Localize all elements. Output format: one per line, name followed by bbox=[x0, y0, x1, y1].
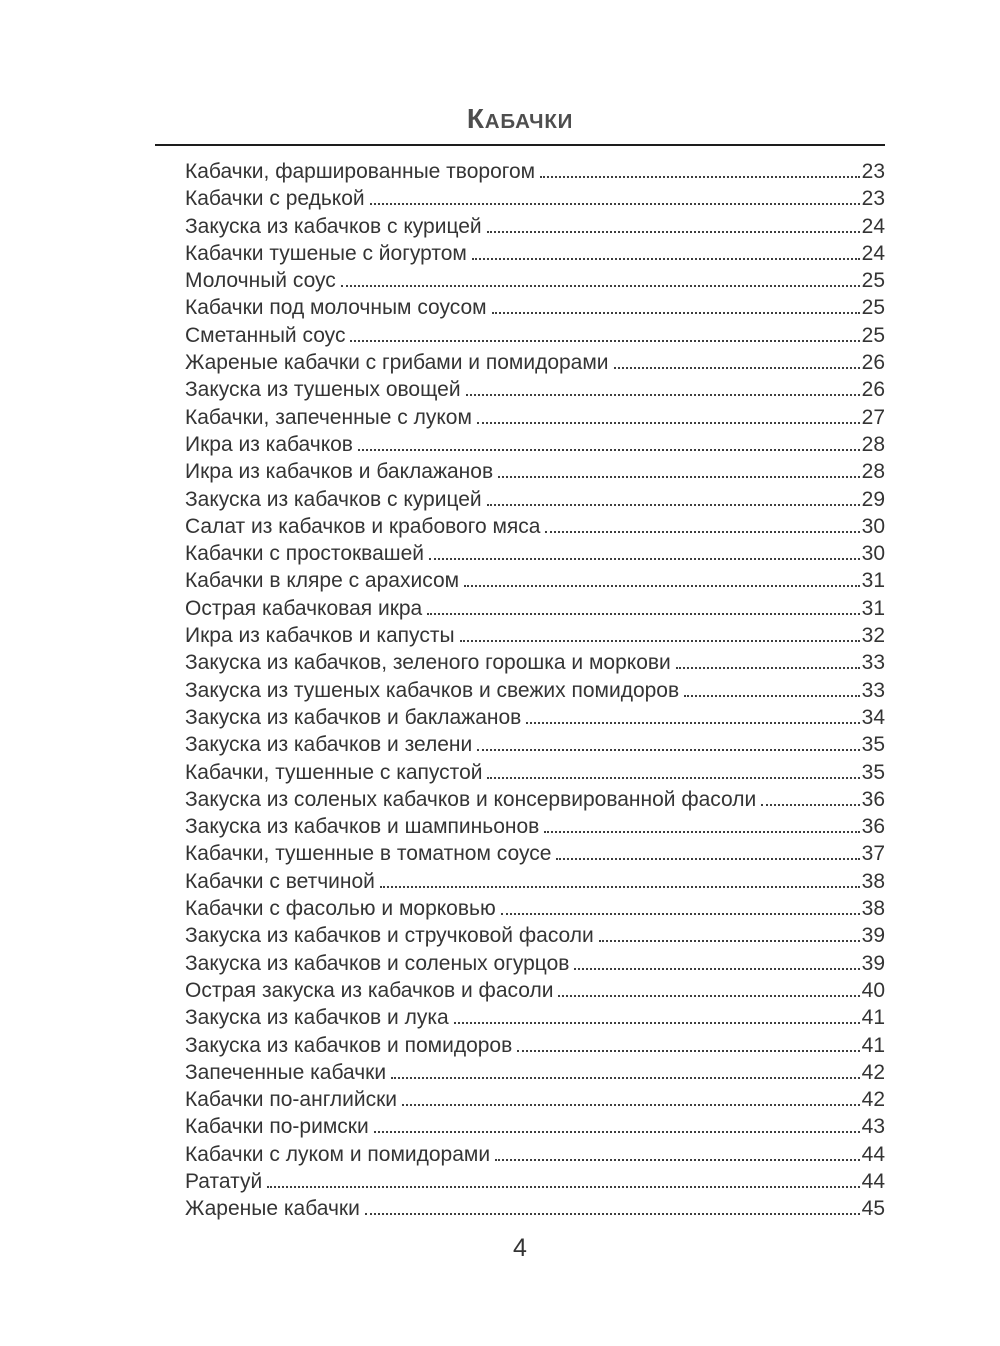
toc-entry-title: Острая кабачковая икра bbox=[185, 596, 423, 620]
toc-entry bbox=[185, 813, 885, 840]
toc-entry-page-number: 42 bbox=[861, 1060, 885, 1084]
toc-entry-page-number: 41 bbox=[861, 1033, 885, 1057]
toc-dot-leader bbox=[358, 449, 860, 451]
toc-entry bbox=[185, 950, 885, 977]
toc-entry-title: Кабачки по-английски bbox=[185, 1088, 398, 1112]
toc-dot-leader bbox=[684, 695, 859, 697]
toc-dot-leader bbox=[429, 558, 860, 560]
toc-entry bbox=[185, 213, 885, 240]
toc-entry-title: Кабачки, фаршированные творогом bbox=[185, 160, 536, 183]
toc-entry-page-number: 23 bbox=[861, 160, 885, 183]
toc-entry-page-number: 36 bbox=[861, 815, 885, 839]
toc-entry-title: Закуска из тушеных кабачков и свежих помидоров bbox=[185, 678, 680, 702]
toc-dot-leader bbox=[544, 831, 859, 833]
toc-entry-page-number: 23 bbox=[861, 187, 885, 211]
toc-entry-title: Закуска из кабачков и стручковой фасоли bbox=[185, 924, 594, 948]
toc-entry bbox=[185, 158, 885, 185]
chapter-title-initial: К bbox=[466, 103, 485, 134]
toc-entry-page-number: 39 bbox=[861, 951, 885, 975]
toc-entry bbox=[185, 486, 885, 513]
toc-entry bbox=[185, 1113, 885, 1140]
toc-entry bbox=[185, 567, 885, 594]
toc-entry-page-number: 28 bbox=[861, 460, 885, 484]
toc-entry-page-number: 25 bbox=[861, 323, 885, 347]
toc-entry-page-number: 25 bbox=[861, 296, 885, 320]
toc-entry-title: Молочный соус bbox=[185, 269, 336, 293]
toc-entry-title: Закуска из тушеных овощей bbox=[185, 378, 461, 402]
toc-entry bbox=[185, 1032, 885, 1059]
toc-entry bbox=[185, 240, 885, 267]
toc-entry-title: Запеченные кабачки bbox=[185, 1060, 387, 1084]
toc-entry-page-number: 38 bbox=[861, 869, 885, 893]
toc-entry bbox=[185, 376, 885, 403]
toc-entry-page-number: 31 bbox=[861, 569, 885, 593]
header-divider-rule bbox=[155, 144, 885, 146]
toc-entry-title: Закуска из кабачков и баклажанов bbox=[185, 705, 522, 729]
toc-dot-leader bbox=[487, 777, 859, 779]
toc-dot-leader bbox=[558, 995, 859, 997]
toc-entry bbox=[185, 759, 885, 786]
toc-dot-leader bbox=[460, 640, 860, 642]
toc-entry-title: Сметанный соус bbox=[185, 323, 346, 347]
toc-dot-leader bbox=[487, 504, 860, 506]
toc-entry-title: Кабачки с ветчиной bbox=[185, 869, 375, 893]
toc-entry-page-number: 29 bbox=[861, 487, 885, 511]
toc-entry bbox=[185, 868, 885, 895]
toc-entry bbox=[185, 677, 885, 704]
folio-page-number: 4 bbox=[513, 1234, 527, 1262]
toc-entry-page-number: 30 bbox=[861, 542, 885, 566]
toc-entry-page-number: 44 bbox=[861, 1169, 885, 1193]
toc-entry-page-number: 43 bbox=[861, 1115, 885, 1139]
toc-dot-leader bbox=[477, 422, 860, 424]
toc-entry-page-number: 25 bbox=[861, 269, 885, 293]
toc-entry-page-number: 44 bbox=[861, 1142, 885, 1166]
toc-dot-leader bbox=[614, 367, 860, 369]
toc-dot-leader bbox=[492, 312, 860, 314]
toc-entry bbox=[185, 322, 885, 349]
toc-entry-title: Рататуй bbox=[185, 1169, 263, 1193]
toc-entry-page-number: 37 bbox=[861, 842, 885, 866]
toc-dot-leader bbox=[365, 1213, 860, 1215]
toc-entry bbox=[185, 1168, 885, 1195]
toc-entry-title: Закуска из кабачков и помидоров bbox=[185, 1033, 513, 1057]
toc-entry-page-number: 33 bbox=[861, 678, 885, 702]
toc-entry bbox=[185, 895, 885, 922]
toc-entry-title: Закуска из кабачков с курицей bbox=[185, 214, 482, 238]
toc-entry bbox=[185, 840, 885, 867]
toc-dot-leader bbox=[761, 804, 859, 806]
toc-entry-title: Закуска из кабачков и соленых огурцов bbox=[185, 951, 570, 975]
toc-entry bbox=[185, 595, 885, 622]
toc-entry-page-number: 30 bbox=[861, 514, 885, 538]
toc-entry-page-number: 31 bbox=[861, 596, 885, 620]
toc-entry-title: Кабачки по-римски bbox=[185, 1115, 369, 1139]
toc-entry-page-number: 26 bbox=[861, 351, 885, 375]
toc-entry-page-number: 45 bbox=[861, 1197, 885, 1221]
toc-entry bbox=[185, 649, 885, 676]
toc-entry-title: Кабачки с редькой bbox=[185, 187, 365, 211]
toc-dot-leader bbox=[402, 1104, 860, 1106]
toc-entry-page-number: 24 bbox=[861, 241, 885, 265]
toc-dot-leader bbox=[526, 722, 859, 724]
toc-entry-page-number: 27 bbox=[861, 405, 885, 429]
toc-entry-page-number: 26 bbox=[861, 378, 885, 402]
chapter-title-rest: АБАЧКИ bbox=[484, 110, 574, 133]
toc-dot-leader bbox=[477, 749, 859, 751]
toc-entry-title: Кабачки с фасолью и морковью bbox=[185, 897, 496, 921]
toc-dot-leader bbox=[380, 886, 860, 888]
toc-dot-leader bbox=[427, 613, 859, 615]
toc-entry bbox=[185, 540, 885, 567]
toc-entry bbox=[185, 185, 885, 212]
toc-entry-title: Закуска из кабачков и шампиньонов bbox=[185, 815, 540, 839]
toc-dot-leader bbox=[391, 1077, 860, 1079]
toc-dot-leader bbox=[517, 1050, 859, 1052]
toc-entry-title: Кабачки с простоквашей bbox=[185, 542, 425, 566]
toc-entry bbox=[185, 349, 885, 376]
toc-entry-title: Икра из кабачков bbox=[185, 432, 353, 456]
toc-entry-page-number: 32 bbox=[861, 624, 885, 648]
toc-entry-page-number: 36 bbox=[861, 787, 885, 811]
toc-entry-page-number: 42 bbox=[861, 1088, 885, 1112]
toc-entry bbox=[185, 977, 885, 1004]
toc-entry bbox=[185, 1195, 885, 1222]
toc-entry-title: Закуска из кабачков с курицей bbox=[185, 487, 482, 511]
toc-entry bbox=[185, 513, 885, 540]
toc-dot-leader bbox=[454, 1022, 860, 1024]
toc-dot-leader bbox=[599, 940, 860, 942]
toc-entry-title: Икра из кабачков и баклажанов bbox=[185, 460, 494, 484]
toc-entry-page-number: 33 bbox=[861, 651, 885, 675]
toc-entry-title: Салат из кабачков и крабового мяса bbox=[185, 514, 541, 538]
toc-entry-title: Кабачки тушеные с йогуртом bbox=[185, 241, 467, 265]
toc-entry bbox=[185, 458, 885, 485]
toc-entry-title: Острая закуска из кабачков и фасоли bbox=[185, 978, 554, 1002]
toc-entry-page-number: 35 bbox=[861, 733, 885, 757]
toc-entry-page-number: 40 bbox=[861, 978, 885, 1002]
toc-entry bbox=[185, 622, 885, 649]
toc-dot-leader bbox=[676, 667, 860, 669]
toc-dot-leader bbox=[267, 1186, 859, 1188]
toc-entry-title: Жареные кабачки с грибами и помидорами bbox=[185, 351, 609, 375]
toc-entry-title: Закуска из кабачков и зелени bbox=[185, 733, 473, 757]
toc-dot-leader bbox=[466, 394, 860, 396]
toc-dot-leader bbox=[464, 585, 860, 587]
toc-entry-page-number: 24 bbox=[861, 214, 885, 238]
toc-entry-page-number: 38 bbox=[861, 897, 885, 921]
toc-dot-leader bbox=[341, 285, 860, 287]
toc-entry-title: Кабачки с луком и помидорами bbox=[185, 1142, 491, 1166]
toc-dot-leader bbox=[498, 476, 860, 478]
toc-entry-title: Икра из кабачков и капусты bbox=[185, 624, 455, 648]
toc-entry bbox=[185, 704, 885, 731]
toc-entry bbox=[185, 1086, 885, 1113]
toc-dot-leader bbox=[374, 1131, 860, 1133]
toc-entry-title: Кабачки, запеченные с луком bbox=[185, 405, 472, 429]
chapter-title bbox=[155, 104, 885, 139]
toc-entry bbox=[185, 731, 885, 758]
toc-dot-leader bbox=[574, 968, 859, 970]
toc-entry-page-number: 34 bbox=[861, 705, 885, 729]
toc-dot-leader bbox=[472, 258, 860, 260]
toc-entry-page-number: 35 bbox=[861, 760, 885, 784]
toc-entry bbox=[185, 404, 885, 431]
toc-dot-leader bbox=[556, 858, 859, 860]
toc-entry bbox=[185, 1004, 885, 1031]
toc-entry-title: Кабачки в кляре с арахисом bbox=[185, 569, 460, 593]
toc-entry-title: Закуска из соленых кабачков и консервированной фасоли bbox=[185, 787, 757, 811]
toc-entry bbox=[185, 1059, 885, 1086]
toc-dot-leader bbox=[370, 203, 860, 205]
toc-dot-leader bbox=[545, 531, 859, 533]
toc-entry-title: Кабачки, тушенные с капустой bbox=[185, 760, 483, 784]
toc-dot-leader bbox=[487, 231, 860, 233]
toc-entry-page-number: 41 bbox=[861, 1006, 885, 1030]
toc-dot-leader bbox=[495, 1159, 860, 1161]
toc-entry-title: Закуска из кабачков, зеленого горошка и моркови bbox=[185, 651, 671, 675]
toc-entry-title: Кабачки, тушенные в томатном соусе bbox=[185, 842, 552, 866]
toc-entry bbox=[185, 431, 885, 458]
toc-entry-title: Кабачки под молочным соусом bbox=[185, 296, 487, 320]
toc-entry-page-number: 39 bbox=[861, 924, 885, 948]
toc-list bbox=[185, 158, 885, 1223]
toc-entry bbox=[185, 786, 885, 813]
toc-dot-leader bbox=[501, 913, 860, 915]
toc-entry bbox=[185, 267, 885, 294]
toc-dot-leader bbox=[350, 340, 859, 342]
toc-entry-page-number: 28 bbox=[861, 432, 885, 456]
toc-entry bbox=[185, 1141, 885, 1168]
toc-entry bbox=[185, 294, 885, 321]
toc-entry-title: Закуска из кабачков и лука bbox=[185, 1006, 449, 1030]
toc-dot-leader bbox=[540, 176, 860, 178]
toc-entry-title: Жареные кабачки bbox=[185, 1197, 360, 1221]
toc-entry bbox=[185, 922, 885, 949]
